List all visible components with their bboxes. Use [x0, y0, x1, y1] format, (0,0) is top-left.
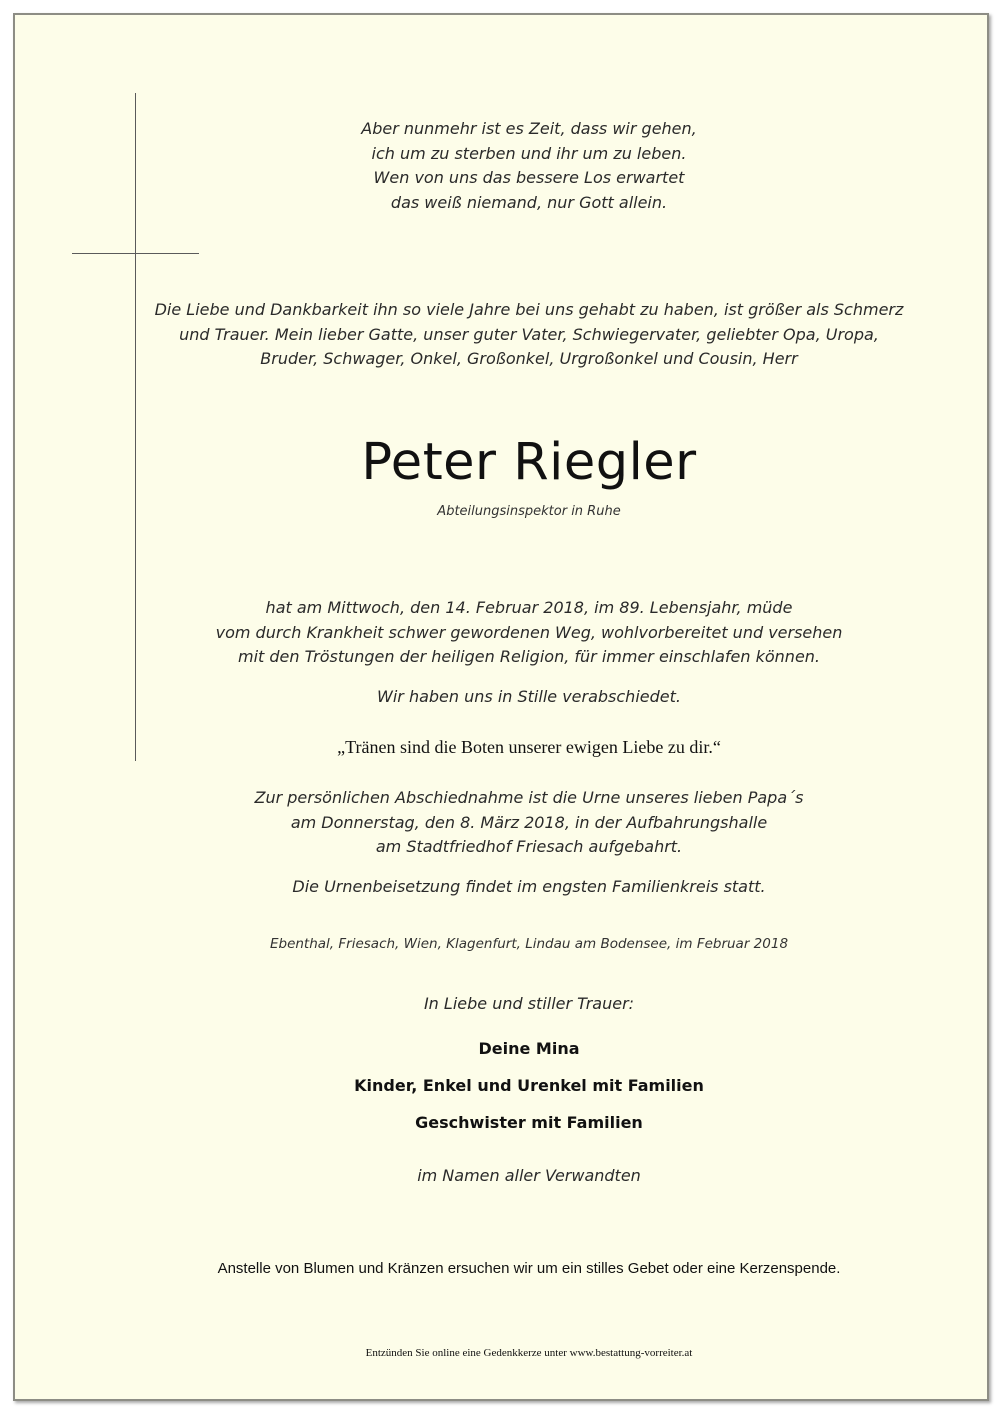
- intro-line: und Trauer. Mein lieber Gatte, unser guter Vater, Schwiegervater, geliebter Opa, Uropa,: [179, 324, 879, 344]
- family-member: Geschwister mit Familien: [415, 1113, 643, 1132]
- mourning-heading: In Liebe und stiller Trauer:: [423, 994, 635, 1013]
- footer-candle-link: Entzünden Sie online eine Gedenkkerze unter www.bestattung-vorreiter.at: [365, 1347, 693, 1359]
- deceased-title: Abteilungsinspektor in Ruhe: [437, 504, 621, 519]
- intro-line: Bruder, Schwager, Onkel, Großonkel, Urgroßonkel und Cousin, Herr: [260, 349, 798, 368]
- cross-icon-horizontal: [72, 253, 199, 254]
- flowers-note: Anstelle von Blumen und Kränzen ersuchen wir um ein stilles Gebet oder eine Kerzenspende.: [217, 1260, 841, 1277]
- quote: „Tränen sind die Boten unserer ewigen Liebe zu dir.“: [337, 737, 721, 757]
- death-line: vom durch Krankheit schwer gewordenen Weg, wohlvorbereitet und versehen: [215, 622, 843, 642]
- death-notice: [1, 596, 1000, 670]
- farewell-text: Wir haben uns in Stille verabschiedet.: [377, 687, 681, 706]
- death-line: mit den Tröstungen der heiligen Religion, für immer einschlafen können.: [237, 647, 821, 666]
- deceased-name: Peter Riegler: [361, 433, 697, 492]
- verse-line: ich um zu sterben und ihr um zu leben.: [371, 143, 687, 163]
- names-all-relatives: im Namen aller Verwandten: [417, 1166, 641, 1185]
- verse: [1, 117, 1000, 215]
- obituary-card: [13, 13, 989, 1401]
- family-member: Kinder, Enkel und Urenkel mit Familien: [354, 1076, 704, 1095]
- urn-line: am Stadtfriedhof Friesach aufgebahrt.: [375, 837, 683, 856]
- urn-line: am Donnerstag, den 8. März 2018, in der Aufbahrungshalle: [290, 812, 768, 832]
- verse-line: Wen von uns das bessere Los erwartet: [373, 168, 685, 187]
- intro-text: [1, 298, 1000, 372]
- family-member: Deine Mina: [478, 1039, 580, 1058]
- intro-line: Die Liebe und Dankbarkeit ihn so viele Jahre bei uns gehabt zu haben, ist größer als Schmerz: [154, 300, 904, 319]
- urn-notice: [1, 786, 1000, 860]
- verse-line: Aber nunmehr ist es Zeit, dass wir gehen,: [361, 119, 697, 138]
- burial-notice: Die Urnenbeisetzung findet im engsten Familienkreis statt.: [292, 877, 766, 896]
- urn-line: Zur persönlichen Abschiednahme ist die Urne unseres lieben Papa´s: [254, 788, 804, 807]
- places-date: Ebenthal, Friesach, Wien, Klagenfurt, Lindau am Bodensee, im Februar 2018: [269, 936, 789, 952]
- death-line: hat am Mittwoch, den 14. Februar 2018, im 89. Lebensjahr, müde: [265, 598, 793, 617]
- verse-line: das weiß niemand, nur Gott allein.: [390, 192, 668, 212]
